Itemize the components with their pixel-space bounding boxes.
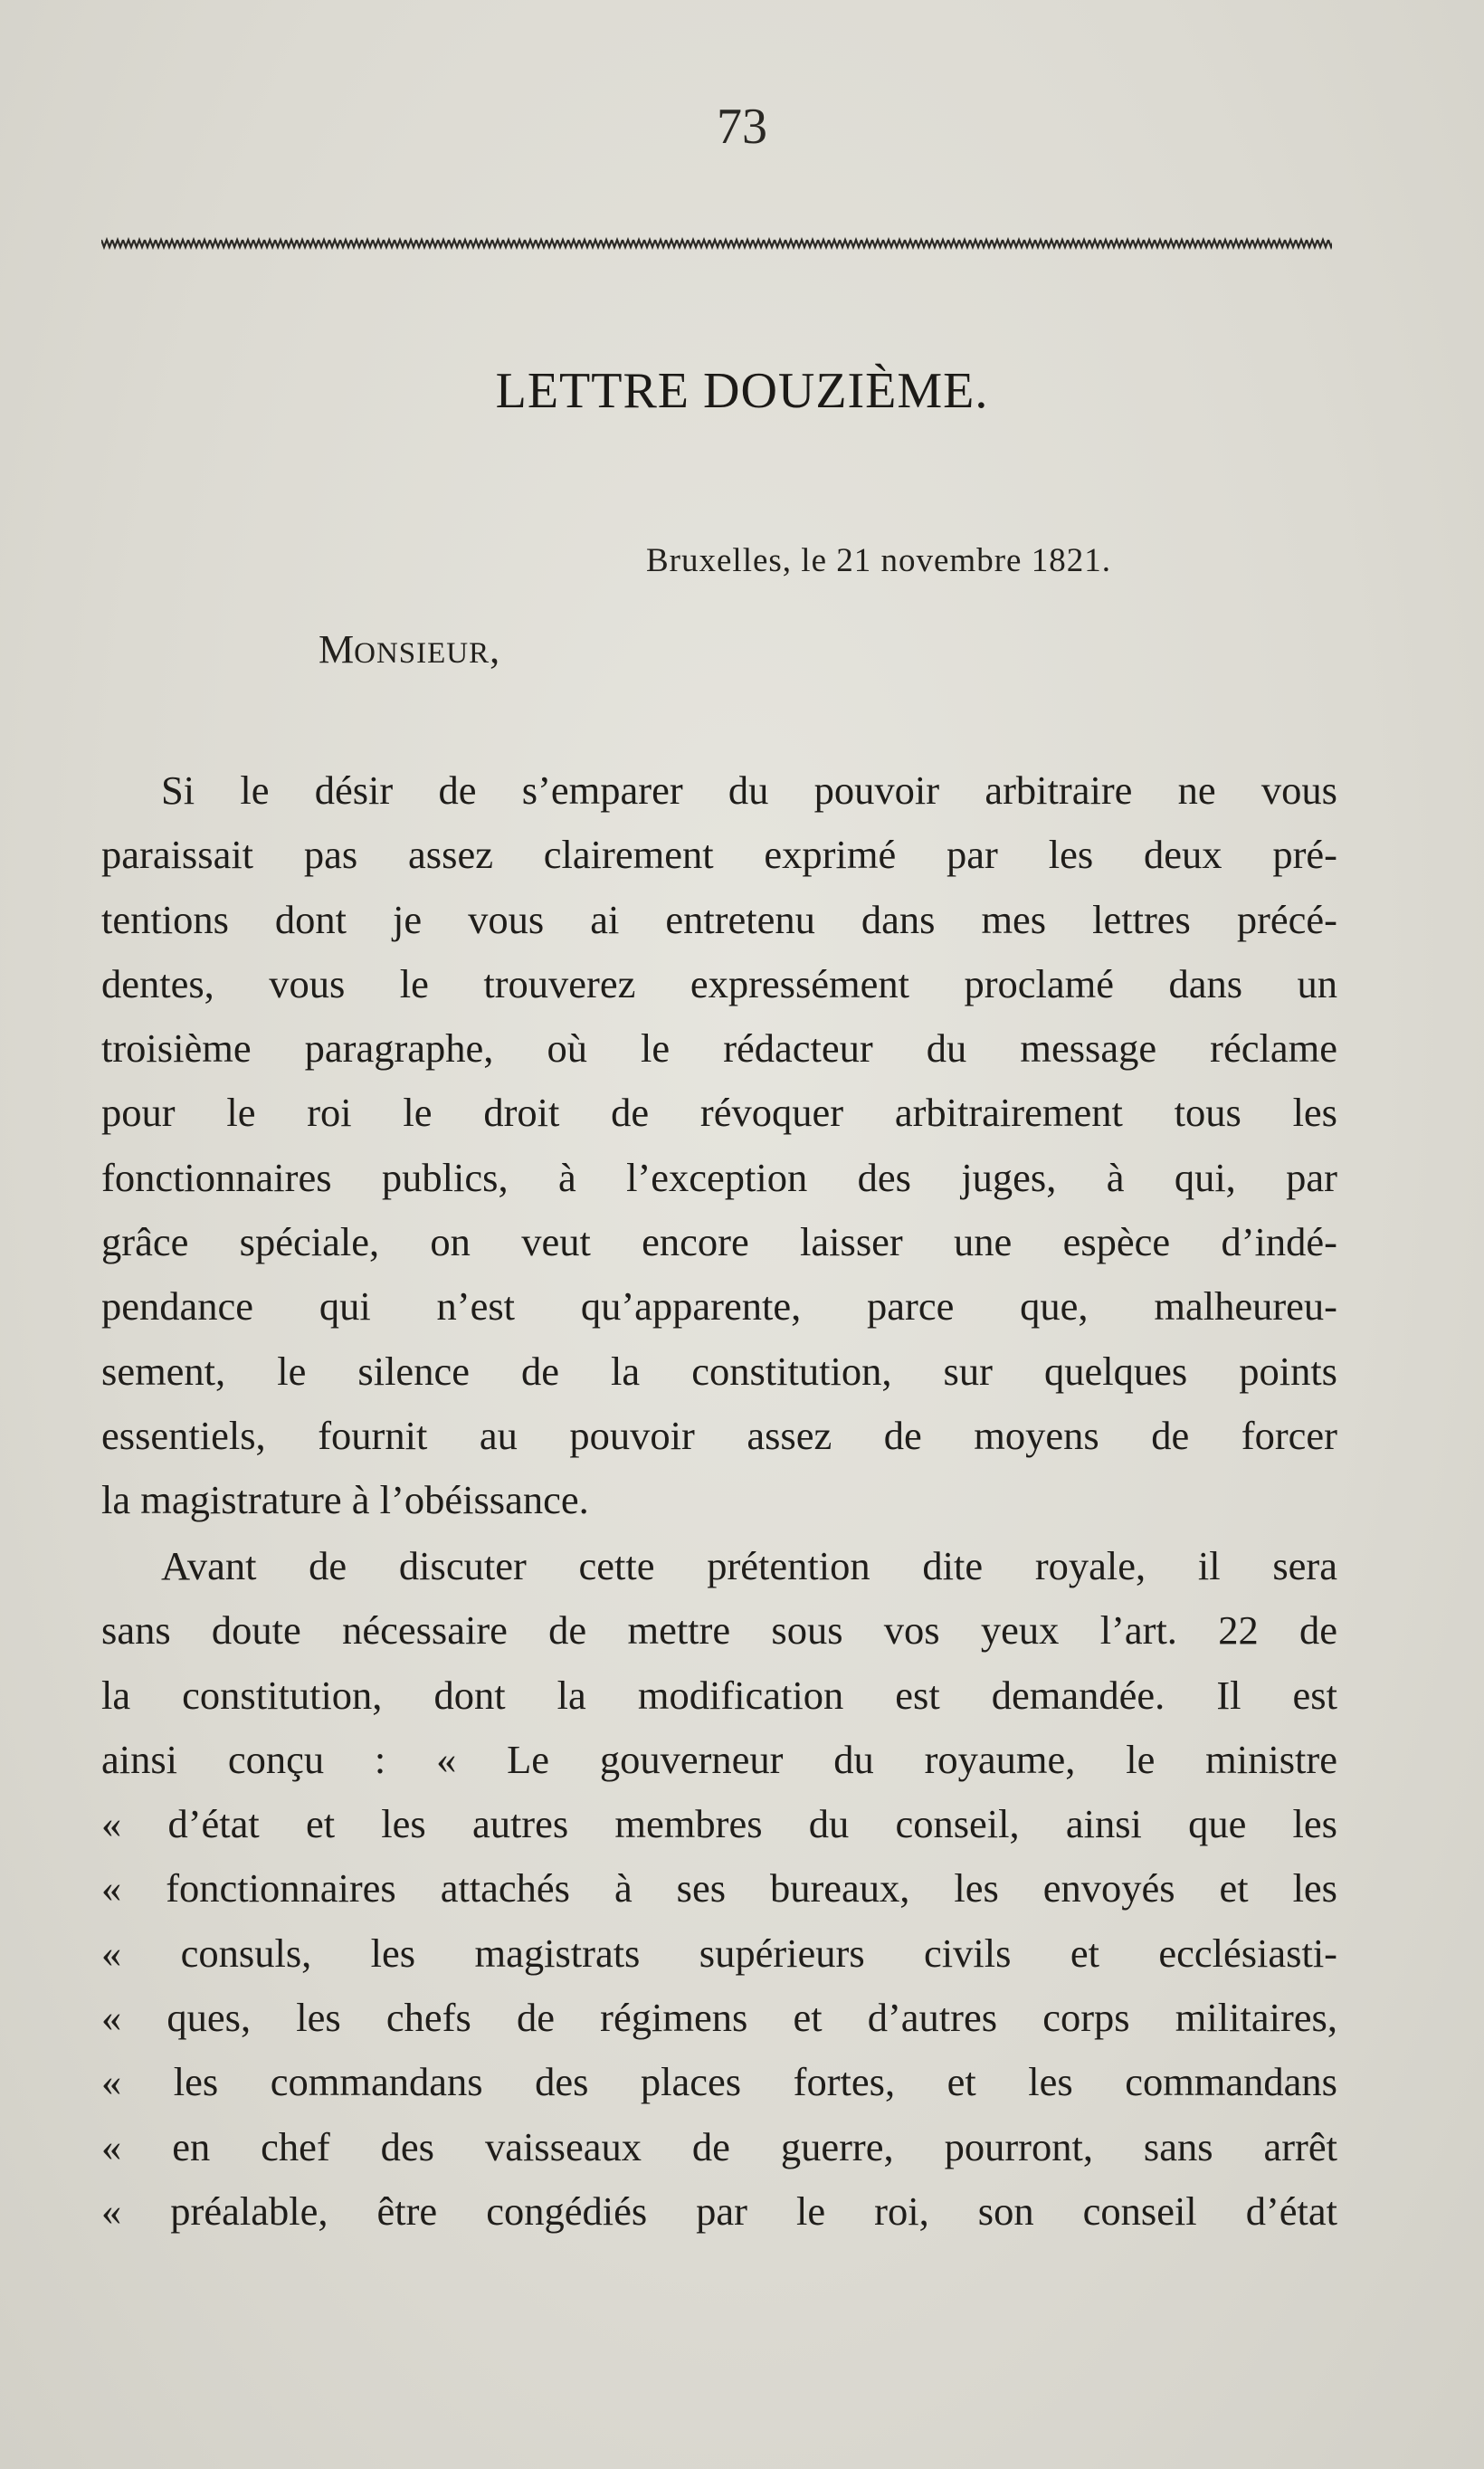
text-line: « préalable, être congédiés par le roi, son conseil d’état bbox=[101, 2188, 1337, 2234]
ornament-zigzag-icon bbox=[101, 237, 1332, 250]
text-line: fonctionnaires publics, à l’exception des juges, à qui, par bbox=[101, 1154, 1337, 1200]
text-line: « fonctionnaires attachés à ses bureaux, les envoyés et les bbox=[101, 1865, 1337, 1911]
text-line: pour le roi le droit de révoquer arbitrairement tous les bbox=[101, 1090, 1337, 1136]
text-line: troisième paragraphe, où le rédacteur du message réclame bbox=[101, 1025, 1337, 1072]
text-line: dentes, vous le trouverez expressément proclamé dans un bbox=[101, 960, 1337, 1006]
text-line: la constitution, dont la modification est demandée. Il est bbox=[101, 1672, 1337, 1718]
paragraph-1 bbox=[101, 758, 1337, 1533]
salutation-initial: M bbox=[319, 627, 355, 672]
page-number: 73 bbox=[717, 99, 767, 155]
text-line: « les commandans des places fortes, et les commandans bbox=[101, 2059, 1337, 2105]
paragraph-2 bbox=[101, 1534, 1337, 2244]
text-line: la magistrature à l’obéissance. bbox=[101, 1477, 589, 1523]
salutation-small-caps: ONSIEUR bbox=[354, 637, 490, 670]
text-line: « consuls, les magistrats supérieurs civils et ecclésiasti- bbox=[101, 1930, 1337, 1976]
dateline: Bruxelles, le 21 novembre 1821. bbox=[646, 542, 1111, 579]
text-line: « en chef des vaisseaux de guerre, pourront, sans arrêt bbox=[101, 2123, 1337, 2169]
text-line: tentions dont je vous ai entretenu dans mes lettres précé- bbox=[101, 896, 1337, 942]
salutation bbox=[319, 626, 499, 672]
text-line: ainsi conçu : « Le gouverneur du royaume, le ministre bbox=[101, 1736, 1337, 1782]
text-line: essentiels, fournit au pouvoir assez de moyens de forcer bbox=[101, 1412, 1337, 1458]
letter-title: LETTRE DOUZIÈME. bbox=[495, 363, 989, 419]
text-line: Avant de discuter cette prétention dite royale, il sera bbox=[161, 1543, 1337, 1588]
text-line: paraissait pas assez clairement exprimé par les deux pré- bbox=[101, 832, 1337, 878]
text-line: pendance qui n’est qu’apparente, parce que, malheureu- bbox=[101, 1283, 1337, 1330]
ornamental-rule bbox=[101, 237, 1332, 250]
text-line: sement, le silence de la constitution, sur quelques points bbox=[101, 1348, 1337, 1394]
text-line: Si le désir de s’emparer du pouvoir arbitraire ne vous bbox=[161, 767, 1337, 813]
text-line: « ques, les chefs de régimens et d’autres corps militaires, bbox=[101, 1995, 1337, 2041]
salutation-punct: , bbox=[490, 627, 500, 672]
text-line: sans doute nécessaire de mettre sous vos yeux l’art. 22 de bbox=[101, 1607, 1337, 1654]
text-line: grâce spéciale, on veut encore laisser une espèce d’indé- bbox=[101, 1219, 1337, 1265]
text-line: « d’état et les autres membres du conseil, ainsi que les bbox=[101, 1801, 1337, 1847]
